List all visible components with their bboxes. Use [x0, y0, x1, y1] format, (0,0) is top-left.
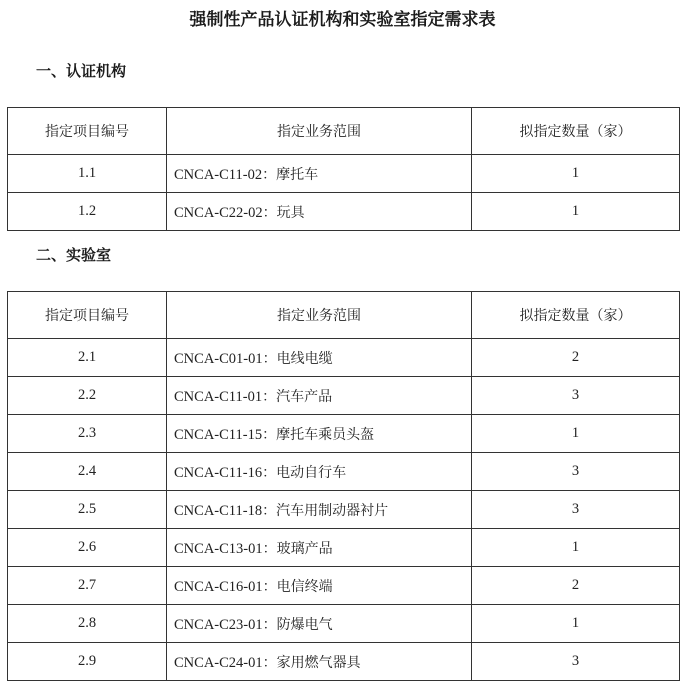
planned-count: 3: [472, 377, 680, 415]
header-item-number: 指定项目编号: [8, 108, 167, 155]
scope-code: CNCA-C11-01: [174, 388, 263, 405]
business-scope: [167, 567, 472, 605]
scope-separator: ：: [262, 616, 277, 633]
business-scope: [167, 155, 472, 193]
scope-separator: ：: [262, 426, 277, 443]
item-number: 2.3: [8, 415, 167, 453]
planned-count: 3: [472, 491, 680, 529]
scope-separator: ：: [262, 350, 277, 367]
business-scope: [167, 491, 472, 529]
section-heading-laboratories: 二、实验室: [36, 246, 112, 264]
scope-product: 防爆电气: [276, 616, 333, 633]
scope-product: 电信终端: [276, 578, 333, 595]
laboratories-table: [7, 291, 680, 681]
scope-product: 电动自行车: [276, 464, 347, 481]
table-row: [8, 453, 680, 491]
scope-code: CNCA-C23-01: [174, 616, 263, 633]
table-row: [8, 339, 680, 377]
scope-separator: ：: [262, 654, 277, 671]
scope-code: CNCA-C11-18: [174, 502, 263, 519]
item-number: 2.9: [8, 643, 167, 681]
item-number: 2.8: [8, 605, 167, 643]
header-business-scope: 指定业务范围: [167, 108, 472, 155]
business-scope: [167, 453, 472, 491]
scope-separator: ：: [262, 540, 277, 557]
table-row: [8, 155, 680, 193]
planned-count: 1: [472, 605, 680, 643]
header-planned-count: 拟指定数量（家）: [472, 108, 680, 155]
scope-product: 汽车用制动器衬片: [276, 502, 389, 519]
scope-code: CNCA-C11-02: [174, 166, 263, 183]
scope-code: CNCA-C24-01: [174, 654, 263, 671]
scope-product: 电线电缆: [276, 350, 333, 367]
scope-code: CNCA-C01-01: [174, 350, 263, 367]
certification-bodies-table: [7, 107, 680, 231]
planned-count: 1: [472, 529, 680, 567]
scope-product: 家用燃气器具: [276, 654, 361, 671]
scope-product: 玻璃产品: [276, 540, 333, 557]
table-header-row: [8, 108, 680, 155]
planned-count: 3: [472, 453, 680, 491]
scope-separator: ：: [262, 166, 277, 183]
item-number: 1.1: [8, 155, 167, 193]
table-row: [8, 529, 680, 567]
scope-code: CNCA-C22-02: [174, 204, 263, 221]
scope-product: 玩具: [276, 204, 305, 221]
table-row: [8, 605, 680, 643]
item-number: 2.1: [8, 339, 167, 377]
table-row: [8, 567, 680, 605]
scope-separator: ：: [262, 388, 277, 405]
scope-separator: ：: [262, 204, 277, 221]
table-row: [8, 643, 680, 681]
planned-count: 1: [472, 193, 680, 231]
document-title: 强制性产品认证机构和实验室指定需求表: [189, 10, 496, 30]
business-scope: [167, 339, 472, 377]
item-number: 2.4: [8, 453, 167, 491]
business-scope: [167, 377, 472, 415]
scope-separator: ：: [262, 464, 277, 481]
business-scope: [167, 529, 472, 567]
scope-product: 摩托车: [276, 166, 319, 183]
planned-count: 3: [472, 643, 680, 681]
business-scope: [167, 193, 472, 231]
item-number: 2.6: [8, 529, 167, 567]
scope-product: 汽车产品: [276, 388, 333, 405]
item-number: 2.7: [8, 567, 167, 605]
business-scope: [167, 415, 472, 453]
table-row: [8, 193, 680, 231]
scope-product: 摩托车乘员头盔: [276, 426, 375, 443]
table-row: [8, 491, 680, 529]
scope-code: CNCA-C11-16: [174, 464, 263, 481]
table-row: [8, 377, 680, 415]
scope-separator: ：: [262, 502, 277, 519]
planned-count: 1: [472, 155, 680, 193]
table-header-row: [8, 292, 680, 339]
business-scope: [167, 605, 472, 643]
section-heading-certification-bodies: 一、认证机构: [36, 62, 127, 80]
header-item-number: 指定项目编号: [8, 292, 167, 339]
item-number: 2.5: [8, 491, 167, 529]
business-scope: [167, 643, 472, 681]
planned-count: 2: [472, 567, 680, 605]
planned-count: 2: [472, 339, 680, 377]
header-business-scope: 指定业务范围: [167, 292, 472, 339]
planned-count: 1: [472, 415, 680, 453]
table-row: [8, 415, 680, 453]
scope-code: CNCA-C13-01: [174, 540, 263, 557]
header-planned-count: 拟指定数量（家）: [472, 292, 680, 339]
scope-separator: ：: [262, 578, 277, 595]
item-number: 1.2: [8, 193, 167, 231]
item-number: 2.2: [8, 377, 167, 415]
scope-code: CNCA-C16-01: [174, 578, 263, 595]
scope-code: CNCA-C11-15: [174, 426, 263, 443]
